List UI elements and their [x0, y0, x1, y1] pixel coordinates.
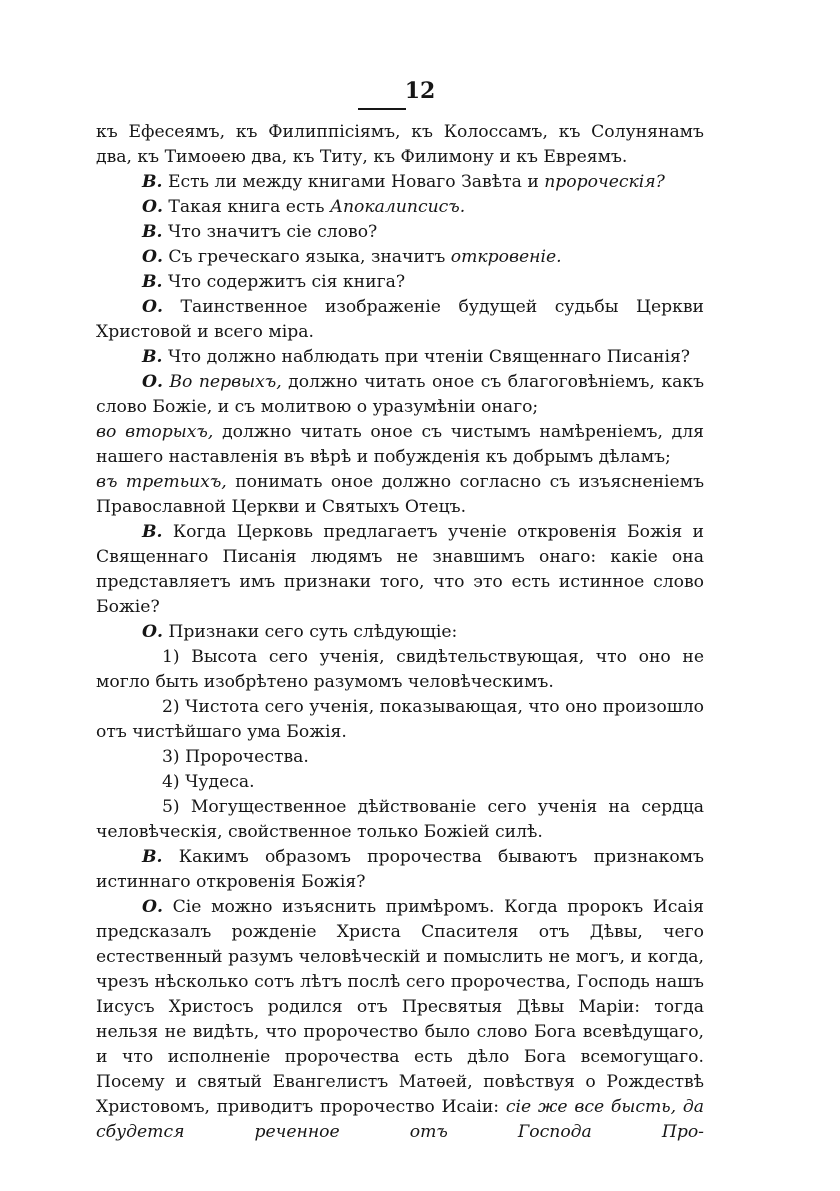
qa-label: О.	[142, 897, 163, 917]
text-run: должно читать оное съ благоговѣніемъ, какъ слово Божіе, и съ молитвою о уразумѣніи онаго;	[96, 372, 704, 417]
qa-label: В.	[142, 847, 163, 867]
emphasis-text: откровеніе.	[450, 247, 562, 267]
paragraph	[96, 345, 704, 370]
text-run: 2) Чистота сего ученія, показывающая, что оно произошло отъ чистѣйшаго ума Божія.	[96, 697, 704, 742]
paragraph	[96, 520, 704, 620]
text-run: Что значитъ сіе слово?	[162, 222, 378, 242]
qa-label: В.	[142, 272, 163, 292]
paragraph	[96, 420, 704, 470]
text-run: Сіе можно изъяснить примѣромъ. Когда пророкъ Исаія предсказалъ рожденіе Христа Спасителя отъ Дѣвы, чего естественный разумъ человѣческій и помыслить не могъ, и когда, чрезъ нѣсколько сотъ лѣтъ послѣ сего пророчества, Господь нашъ Іисусъ Христосъ родился отъ Пресвятыя Дѣвы Маріи: тогда нельзя не видѣть, что пророчество было слово Бога всевѣдущаго, и что исполненіе пророчества есть дѣло Бога всемогущаго. Посему и святый Евангелистъ Матѳей, повѣствуя о Рождествѣ Христовомъ, приводитъ пророчество Исаіи:	[96, 897, 704, 1117]
text-run: 1) Высота сего ученія, свидѣтельствующая, что оно не могло быть изобрѣтено разумомъ человѣческимъ.	[96, 647, 704, 692]
text-run: Что содержитъ сія книга?	[162, 272, 406, 292]
paragraph	[96, 370, 704, 420]
text-run: Съ греческаго языка, значитъ	[162, 247, 451, 267]
qa-label: В.	[142, 522, 163, 542]
emphasis-text: въ третьихъ,	[96, 472, 227, 492]
qa-label: В.	[142, 347, 163, 367]
paragraph	[96, 470, 704, 520]
paragraph	[96, 120, 704, 170]
paragraph	[96, 795, 704, 845]
text-run: къ Ефесеямъ, къ Филиппісіямъ, къ Колоссамъ, къ Солунянамъ два, къ Тимоѳею два, къ Титу, къ Филимону и къ Евреямъ.	[96, 122, 704, 167]
paragraph	[96, 620, 704, 645]
text-run: Признаки сего суть слѣдующіе:	[162, 622, 458, 642]
text-run: 4) Чудеса.	[162, 772, 255, 792]
text-run: 5) Могущественное дѣйствованіе сего ученія на сердца человѣческія, свойственное только Божіей силѣ.	[96, 797, 704, 842]
qa-label: О.	[142, 622, 163, 642]
paragraph	[96, 195, 704, 220]
page-number-rule	[358, 108, 406, 110]
paragraph	[96, 845, 704, 895]
qa-label: О.	[142, 297, 163, 317]
paragraph	[96, 745, 704, 770]
catechism-text	[96, 120, 704, 1145]
text-run: Что должно наблюдать при чтеніи Священнаго Писанія?	[162, 347, 691, 367]
qa-label: В.	[142, 222, 163, 242]
qa-label: О.	[142, 372, 163, 392]
qa-label: О.	[142, 197, 163, 217]
qa-label: О.	[142, 247, 163, 267]
paragraph	[96, 220, 704, 245]
page-number: 12	[404, 78, 436, 104]
qa-label: В.	[142, 172, 163, 192]
paragraph	[96, 770, 704, 795]
paragraph	[96, 895, 704, 1145]
emphasis-text: сіе же все бысть, да сбудется реченное отъ Господа Про-	[96, 1097, 704, 1142]
text-run: Такая книга есть	[162, 197, 330, 217]
text-run: Есть ли между книгами Новаго Завѣта и	[162, 172, 545, 192]
emphasis-text: во вторыхъ,	[96, 422, 214, 442]
paragraph	[96, 295, 704, 345]
emphasis-text: Во первыхъ,	[169, 372, 282, 392]
paragraph	[96, 245, 704, 270]
paragraph	[96, 695, 704, 745]
text-run: понимать оное должно согласно съ изъясненіемъ Православной Церкви и Святыхъ Отецъ.	[96, 472, 705, 517]
text-run: Таинственное изображеніе будущей судьбы Церкви Христовой и всего міра.	[96, 297, 704, 342]
text-run: Когда Церковь предлагаетъ ученіе откровенія Божія и Священнаго Писанія людямъ не знавшимъ онаго: какіе она представляетъ имъ признаки того, что это есть истинное слово Божіе?	[96, 522, 704, 617]
emphasis-text: пророческія?	[544, 172, 665, 192]
text-run: должно читать оное съ чистымъ намѣреніемъ, для нашего наставленія въ вѣрѣ и побужденія къ добрымъ дѣламъ;	[96, 422, 704, 467]
text-run: 3) Пророчества.	[162, 747, 309, 767]
paragraph	[96, 170, 704, 195]
emphasis-text: Апокалипсисъ.	[329, 197, 466, 217]
paragraph	[96, 645, 704, 695]
text-run: Какимъ образомъ пророчества бываютъ признакомъ истиннаго откровенія Божія?	[96, 847, 704, 892]
paragraph	[96, 270, 704, 295]
